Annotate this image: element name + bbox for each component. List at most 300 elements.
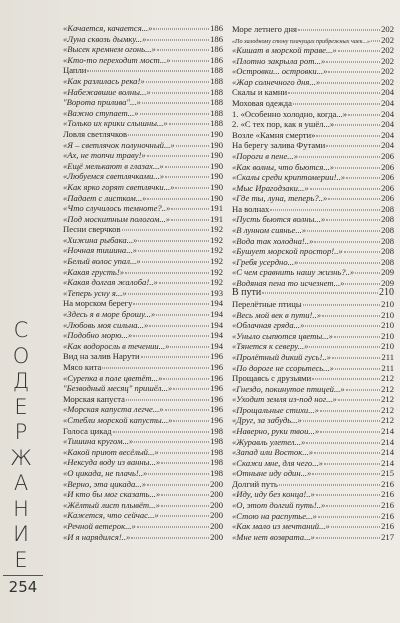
toc-entry-title: «Мыс Ирагодзаки...» bbox=[232, 182, 309, 193]
toc-entry bbox=[232, 511, 394, 522]
toc-leader-dots bbox=[303, 305, 380, 306]
toc-leader-dots bbox=[338, 400, 380, 401]
toc-entry-page: 210 bbox=[381, 309, 394, 320]
toc-entry-page: 188 bbox=[210, 97, 223, 108]
toc-leader-dots bbox=[171, 209, 209, 210]
toc-entry-page: 216 bbox=[381, 489, 394, 500]
toc-entry-title: «Кто-то переходит мост...» bbox=[63, 54, 171, 65]
toc-entry-title: «Подобно морю...» bbox=[63, 330, 133, 341]
toc-leader-dots bbox=[334, 336, 380, 337]
toc-entry bbox=[63, 140, 223, 151]
toc-entry-page: 192 bbox=[210, 224, 223, 235]
toc-entry-title: «Вода так холодна!..» bbox=[232, 235, 314, 246]
toc-entry-page: 206 bbox=[381, 193, 394, 204]
toc-entry-title: Долгий путь bbox=[232, 478, 278, 489]
toc-entry bbox=[232, 500, 394, 511]
toc-leader-dots bbox=[307, 230, 380, 231]
toc-entry bbox=[63, 500, 223, 511]
toc-entry-page: 208 bbox=[381, 246, 394, 257]
toc-entry-title: «С чем сравнить нашу жизнь?..» bbox=[232, 267, 355, 278]
toc-entry-title: «Стою на распутье...» bbox=[232, 510, 317, 521]
toc-entry bbox=[63, 34, 223, 45]
toc-entry bbox=[232, 225, 394, 236]
toc-entry bbox=[232, 140, 394, 151]
toc-entry-page: 206 bbox=[381, 161, 394, 172]
toc-entry bbox=[63, 309, 223, 320]
heading-letter: Н bbox=[13, 496, 29, 521]
toc-entry-page: 208 bbox=[381, 235, 394, 246]
toc-leader-dots bbox=[165, 166, 209, 167]
toc-leader-dots bbox=[371, 40, 380, 41]
toc-leader-dots bbox=[159, 283, 209, 284]
toc-entry-page: 196 bbox=[210, 404, 223, 415]
toc-entry-title: Возле «Камня смерти» bbox=[232, 129, 316, 140]
toc-entry-page: 210 bbox=[381, 320, 394, 331]
toc-leader-dots bbox=[126, 399, 209, 400]
toc-entry bbox=[232, 521, 394, 532]
toc-leader-dots bbox=[148, 473, 209, 474]
toc-entry-title: Морская капуста bbox=[63, 393, 125, 404]
toc-entry-title: «Высек кремнем огонь...» bbox=[63, 44, 156, 55]
toc-leader-dots bbox=[125, 272, 209, 273]
toc-leader-dots bbox=[113, 431, 210, 432]
toc-entry-title: «Луна сквозь дымку...» bbox=[63, 33, 147, 44]
toc-leader-dots bbox=[140, 113, 210, 114]
toc-entry-page: 190 bbox=[210, 181, 223, 192]
toc-leader-dots bbox=[320, 431, 380, 432]
toc-entry bbox=[63, 256, 223, 267]
toc-entry-page: 194 bbox=[210, 340, 223, 351]
toc-entry bbox=[63, 383, 223, 394]
toc-entry-title: «Как волны, что бьются...» bbox=[232, 161, 335, 172]
toc-entry bbox=[232, 415, 394, 426]
toc-leader-dots bbox=[338, 51, 380, 52]
toc-entry bbox=[232, 109, 394, 120]
toc-entry-title: «Здесь я в море брошу...» bbox=[63, 309, 156, 320]
toc-leader-dots bbox=[142, 103, 209, 104]
toc-entry-title: «Уныло сыпются цветы...» bbox=[232, 330, 333, 341]
toc-leader-dots bbox=[332, 357, 380, 358]
toc-entry-title: «Какой приют весёлый...» bbox=[63, 446, 159, 457]
toc-entry-page: 198 bbox=[210, 446, 223, 457]
toc-entry bbox=[232, 24, 394, 35]
toc-entry-title: Моховая одежда bbox=[232, 98, 292, 109]
toc-entry bbox=[232, 35, 394, 46]
toc-entry bbox=[232, 405, 394, 416]
toc-entry-page: 215 bbox=[381, 468, 394, 479]
toc-entry bbox=[232, 204, 394, 215]
toc-entry-page: 206 bbox=[381, 150, 394, 161]
toc-entry bbox=[232, 236, 394, 247]
toc-entry bbox=[63, 97, 223, 108]
toc-leader-dots bbox=[288, 93, 380, 94]
toc-entry-title: На морском берегу bbox=[63, 298, 133, 309]
toc-entry-page: 190 bbox=[210, 192, 223, 203]
toc-leader-dots bbox=[165, 410, 210, 411]
toc-leader-dots bbox=[134, 442, 209, 443]
toc-entry-page: 200 bbox=[210, 489, 223, 500]
toc-entry bbox=[63, 23, 223, 34]
toc-leader-dots bbox=[321, 82, 380, 83]
toc-entry-page: 214 bbox=[381, 457, 394, 468]
toc-entry-page: 198 bbox=[210, 467, 223, 478]
toc-leader-dots bbox=[328, 199, 380, 200]
toc-entry bbox=[232, 352, 394, 363]
toc-entry-title: «Водяная пена то исчезнет...» bbox=[232, 277, 345, 288]
heading-letter: Ж bbox=[10, 445, 32, 470]
toc-leader-dots bbox=[262, 293, 378, 294]
toc-entry-title: «По дороге не ссорьтесь...» bbox=[232, 362, 334, 373]
toc-entry bbox=[63, 203, 223, 214]
toc-entry-title: «Ещё мелькают в глазах...» bbox=[63, 160, 164, 171]
heading-letter: С bbox=[13, 318, 29, 342]
toc-leader-dots bbox=[161, 463, 209, 464]
toc-entry bbox=[63, 362, 223, 373]
toc-leader-dots bbox=[131, 537, 209, 538]
toc-leader-dots bbox=[328, 72, 380, 73]
toc-entry-page: 196 bbox=[210, 362, 223, 372]
toc-leader-dots bbox=[122, 230, 210, 231]
toc-entry-page: 204 bbox=[381, 129, 394, 140]
toc-entry-title: «Скалы среди криптомерии!..» bbox=[232, 172, 346, 183]
toc-entry-title: «Тянется к северу...» bbox=[232, 341, 309, 352]
heading-letter: А bbox=[13, 471, 29, 495]
toc-entry-page: 204 bbox=[381, 87, 394, 98]
toc-entry-page: 200 bbox=[210, 510, 223, 521]
toc-entry-title: Перелётные птицы bbox=[232, 299, 302, 310]
toc-leader-dots bbox=[161, 495, 209, 496]
toc-entry-page: 210 bbox=[379, 287, 394, 299]
toc-entry-title: «Хижина рыбака...» bbox=[63, 234, 138, 245]
toc-entry-page: 214 bbox=[381, 447, 394, 458]
toc-entry bbox=[232, 331, 394, 342]
toc-entry-page: 186 bbox=[210, 44, 223, 55]
toc-entry-page: 202 bbox=[381, 45, 394, 56]
toc-entry bbox=[232, 267, 394, 278]
toc-entry bbox=[63, 214, 223, 225]
toc-leader-dots bbox=[293, 104, 380, 105]
toc-entry-title: «И кто бы мог сказать...» bbox=[63, 489, 161, 500]
toc-leader-dots bbox=[298, 30, 380, 31]
toc-entry-title: «Какая грусть!» bbox=[63, 266, 124, 277]
toc-entry-title: «Как мало из мечтаний...» bbox=[232, 521, 330, 532]
toc-leader-dots bbox=[355, 273, 380, 274]
toc-entry-title: «Весь мой век в пути!..» bbox=[232, 309, 322, 320]
toc-entry-title: На берегу залива Футами bbox=[232, 140, 326, 151]
toc-entry-title: «Мне нет возврата...» bbox=[232, 531, 315, 542]
toc-entry-title: «Где ты, луна, теперь?..» bbox=[232, 193, 328, 204]
toc-entry-title: «Нексуда воду из ванны...» bbox=[63, 457, 161, 468]
toc-entry-page: 210 bbox=[381, 341, 394, 352]
toc-entry bbox=[232, 489, 394, 500]
toc-entry bbox=[63, 489, 223, 500]
toc-entry-page: 202 bbox=[381, 55, 394, 66]
toc-leader-dots bbox=[102, 368, 209, 369]
toc-entry-title: «Любуемся светлячками...» bbox=[63, 171, 165, 182]
toc-entry-title: 2. «С тех пор, как я ушёл...» bbox=[232, 119, 335, 130]
toc-entry bbox=[63, 532, 223, 543]
toc-entry-page: 196 bbox=[210, 414, 223, 425]
toc-entry bbox=[232, 130, 394, 141]
toc-entry-page: 192 bbox=[210, 234, 223, 245]
toc-leader-dots bbox=[299, 156, 380, 157]
toc-entry-page: 211 bbox=[381, 351, 394, 362]
toc-entry-title: «Набежавшие волны...» bbox=[63, 86, 151, 97]
toc-entry-page: 214 bbox=[381, 436, 394, 447]
toc-entry-title: Скалы и камни bbox=[232, 87, 288, 98]
toc-entry-page: 198 bbox=[210, 436, 223, 447]
toc-entry bbox=[63, 108, 223, 119]
toc-entry-page: 186 bbox=[210, 54, 223, 65]
toc-entry bbox=[63, 510, 223, 521]
toc-leader-dots bbox=[310, 188, 380, 189]
toc-entry-title: Мясо кита bbox=[63, 362, 102, 372]
toc-leader-dots bbox=[348, 114, 380, 115]
toc-entry-title: «Пороги в пене...» bbox=[232, 150, 299, 161]
toc-entry bbox=[232, 479, 394, 490]
toc-entry-page: 212 bbox=[381, 373, 394, 384]
toc-entry-page: 194 bbox=[210, 330, 223, 341]
toc-entry-title: «Кишат в морской траве...» bbox=[232, 45, 337, 56]
toc-leader-dots bbox=[152, 92, 209, 93]
toc-entry bbox=[63, 245, 223, 256]
toc-leader-dots bbox=[147, 484, 209, 485]
toc-entry-page: 198 bbox=[210, 425, 223, 436]
toc-entry-page: 191 bbox=[210, 203, 223, 214]
toc-leader-dots bbox=[324, 463, 380, 464]
toc-entry-title: «Ах, не топчи траву!» bbox=[63, 150, 146, 161]
toc-entry-title: На волнах bbox=[232, 203, 270, 214]
toc-entry bbox=[63, 150, 223, 161]
toc-entry bbox=[232, 162, 394, 173]
toc-entry-title: «Плотно закрыла рот...» bbox=[232, 55, 326, 66]
toc-leader-dots bbox=[331, 527, 380, 528]
toc-entry-page: 216 bbox=[381, 478, 394, 489]
toc-entry bbox=[232, 341, 394, 352]
toc-entry bbox=[63, 44, 223, 55]
toc-entry-page: 190 bbox=[210, 171, 223, 182]
toc-entry bbox=[232, 119, 394, 130]
toc-entry bbox=[63, 341, 223, 352]
toc-leader-dots bbox=[128, 134, 209, 135]
toc-leader-dots bbox=[326, 146, 380, 147]
heading-letter: О bbox=[12, 343, 30, 368]
toc-entry-title: «Как водоросль в течении...» bbox=[63, 340, 170, 351]
toc-entry-page: 200 bbox=[210, 499, 223, 510]
toc-entry bbox=[63, 235, 223, 246]
toc-leader-dots bbox=[344, 252, 380, 253]
toc-entry bbox=[232, 426, 394, 437]
toc-entry-page: 214 bbox=[381, 425, 394, 436]
toc-entry-page: 204 bbox=[381, 140, 394, 151]
toc-leader-dots bbox=[156, 315, 209, 316]
toc-entry-page: 186 bbox=[210, 23, 223, 33]
toc-leader-dots bbox=[326, 506, 380, 507]
toc-entry-page: 217 bbox=[381, 531, 394, 542]
toc-leader-dots bbox=[133, 336, 209, 337]
toc-entry bbox=[63, 330, 223, 341]
toc-entry-title: «Жёлтый лист плывёт...» bbox=[63, 499, 160, 510]
toc-entry-page: 190 bbox=[210, 139, 223, 150]
toc-entry bbox=[63, 404, 223, 415]
toc-entry bbox=[63, 373, 223, 384]
toc-leader-dots bbox=[326, 220, 380, 221]
toc-entry bbox=[63, 224, 223, 235]
toc-entry-page: 208 bbox=[381, 224, 394, 235]
toc-entry-page: 188 bbox=[210, 65, 223, 76]
toc-leader-dots bbox=[345, 283, 380, 284]
toc-leader-dots bbox=[146, 81, 209, 82]
toc-entry-title: «Верно, эта цикада...» bbox=[63, 478, 147, 489]
toc-entry bbox=[232, 437, 394, 448]
toc-entry bbox=[232, 320, 394, 331]
toc-leader-dots bbox=[160, 452, 209, 453]
toc-leader-dots bbox=[141, 357, 209, 358]
toc-entry bbox=[63, 65, 223, 76]
toc-entry-page: 188 bbox=[210, 107, 223, 118]
toc-entry-title: «И я нарядился!..» bbox=[63, 531, 131, 542]
toc-entry-page: 192 bbox=[210, 277, 223, 288]
toc-leader-dots bbox=[335, 368, 381, 369]
toc-entry bbox=[232, 246, 394, 257]
toc-entry-page: 202 bbox=[381, 34, 394, 45]
toc-entry-page: 188 bbox=[210, 118, 223, 129]
toc-entry-page: 212 bbox=[381, 394, 394, 405]
toc-entry-title: «Прощальные стихи...» bbox=[232, 404, 319, 415]
toc-leader-dots bbox=[147, 198, 209, 199]
toc-entry-page: 206 bbox=[381, 182, 394, 193]
toc-entry-page: 210 bbox=[381, 330, 394, 341]
toc-entry bbox=[232, 56, 394, 67]
toc-entry-title: Прощаясь с друзьями bbox=[232, 373, 312, 384]
toc-entry bbox=[63, 193, 223, 204]
toc-entry-page: 208 bbox=[381, 203, 394, 214]
toc-entry-page: 196 bbox=[210, 372, 223, 383]
toc-entry bbox=[63, 87, 223, 98]
toc-entry-title: «Под москитным пологом...» bbox=[63, 213, 171, 224]
toc-entry bbox=[232, 193, 394, 204]
toc-entry-title: «Ночная тишина...» bbox=[63, 245, 137, 256]
toc-entry-title: "Ворота прилива"...» bbox=[63, 97, 141, 108]
toc-entry-title: «По халодному стону плачущих прибрежных чаек...» bbox=[232, 38, 371, 45]
toc-entry bbox=[232, 373, 394, 384]
toc-entry bbox=[63, 351, 223, 362]
toc-entry-page: 200 bbox=[210, 520, 223, 531]
toc-entry-page: 188 bbox=[210, 86, 223, 97]
toc-entry-title: Ловля светлячков bbox=[63, 128, 128, 139]
toc-entry bbox=[63, 457, 223, 468]
toc-leader-dots bbox=[309, 347, 380, 348]
toc-entry bbox=[63, 288, 223, 299]
toc-leader-dots bbox=[176, 145, 209, 146]
toc-entry-title: «Только их крики слышны...» bbox=[63, 118, 168, 129]
toc-entry bbox=[63, 426, 223, 437]
toc-entry-page: 186 bbox=[210, 33, 223, 44]
toc-entry-title: «Скажи мне, для чего...» bbox=[232, 457, 323, 468]
toc-entry-page: 191 bbox=[210, 213, 223, 224]
toc-leader-dots bbox=[316, 537, 380, 538]
toc-entry bbox=[232, 458, 394, 469]
toc-entry-page: 216 bbox=[381, 510, 394, 521]
toc-entry bbox=[63, 171, 223, 182]
toc-entry bbox=[63, 298, 223, 309]
toc-leader-dots bbox=[157, 50, 209, 51]
toc-entry bbox=[63, 415, 223, 426]
toc-leader-dots bbox=[149, 325, 209, 326]
toc-leader-dots bbox=[306, 442, 380, 443]
toc-entry-page: 196 bbox=[210, 393, 223, 404]
toc-entry-page: 198 bbox=[210, 457, 223, 468]
toc-leader-dots bbox=[299, 262, 380, 263]
toc-leader-dots bbox=[160, 516, 209, 517]
toc-entry bbox=[232, 394, 394, 405]
toc-entry-title: «Друг, за забудь...» bbox=[232, 415, 302, 426]
toc-entry bbox=[232, 214, 394, 225]
toc-leader-dots bbox=[171, 219, 209, 220]
toc-leader-dots bbox=[133, 304, 209, 305]
toc-leader-dots bbox=[161, 505, 209, 506]
toc-entry bbox=[63, 447, 223, 458]
toc-entry-page: 192 bbox=[210, 256, 223, 267]
toc-leader-dots bbox=[163, 378, 209, 379]
toc-leader-dots bbox=[169, 124, 209, 125]
toc-entry bbox=[232, 257, 394, 268]
toc-entry-title: «Островки... островки...» bbox=[232, 66, 328, 77]
toc-entry-page: 194 bbox=[210, 319, 223, 330]
toc-entry-title: «Журавль улетел...» bbox=[232, 436, 306, 447]
toc-leader-dots bbox=[326, 61, 380, 62]
toc-entry bbox=[232, 183, 394, 194]
toc-entry bbox=[63, 76, 223, 87]
toc-entry-title: «Иду, иду без конца!..» bbox=[232, 489, 315, 500]
toc-entry-title: Вид на залив Нарути bbox=[63, 351, 140, 362]
toc-entry bbox=[63, 55, 223, 66]
toc-leader-dots bbox=[303, 421, 380, 422]
toc-leader-dots bbox=[346, 389, 380, 390]
toc-entry bbox=[232, 98, 394, 109]
toc-entry-page: 211 bbox=[381, 362, 394, 373]
toc-entry-title: «Пролётный дикий гусь!..» bbox=[232, 351, 331, 362]
toc-entry-title: «Отныне иду один...» bbox=[232, 468, 312, 479]
toc-entry bbox=[63, 161, 223, 172]
toc-right-column bbox=[232, 24, 394, 542]
toc-entry-title: «Бушует морской простор!..» bbox=[232, 246, 343, 257]
toc-entry-title: «Тишина кругом...» bbox=[63, 436, 134, 447]
toc-entry-page: 208 bbox=[381, 256, 394, 267]
toc-entry-title: Море летнего дня bbox=[232, 24, 297, 34]
toc-leader-dots bbox=[170, 346, 209, 347]
toc-entry-page: 216 bbox=[381, 500, 394, 511]
toc-entry bbox=[232, 447, 394, 458]
toc-leader-dots bbox=[305, 326, 380, 327]
toc-entry-title: Цапли bbox=[63, 65, 87, 76]
toc-entry-title: «Наверно, руки твои...» bbox=[232, 425, 320, 436]
toc-entry-title: «Облачная гряда...» bbox=[232, 320, 305, 331]
toc-leader-dots bbox=[165, 177, 209, 178]
toc-entry bbox=[63, 277, 223, 288]
toc-entry-title: «Жар солнечного дня...» bbox=[232, 76, 321, 87]
toc-leader-dots bbox=[335, 125, 380, 126]
toc-entry bbox=[232, 87, 394, 98]
toc-entry-title: «Я – светлячок полуночный...» bbox=[63, 139, 175, 150]
toc-entry-page: 190 bbox=[210, 128, 223, 139]
toc-entry-title: "Безводный месяц" пришёл...» bbox=[63, 383, 173, 394]
toc-entry bbox=[232, 468, 394, 479]
toc-entry-title: «Речной ветерок...» bbox=[63, 520, 136, 531]
toc-leader-dots bbox=[138, 251, 209, 252]
toc-left-column bbox=[63, 23, 223, 542]
toc-leader-dots bbox=[138, 240, 209, 241]
